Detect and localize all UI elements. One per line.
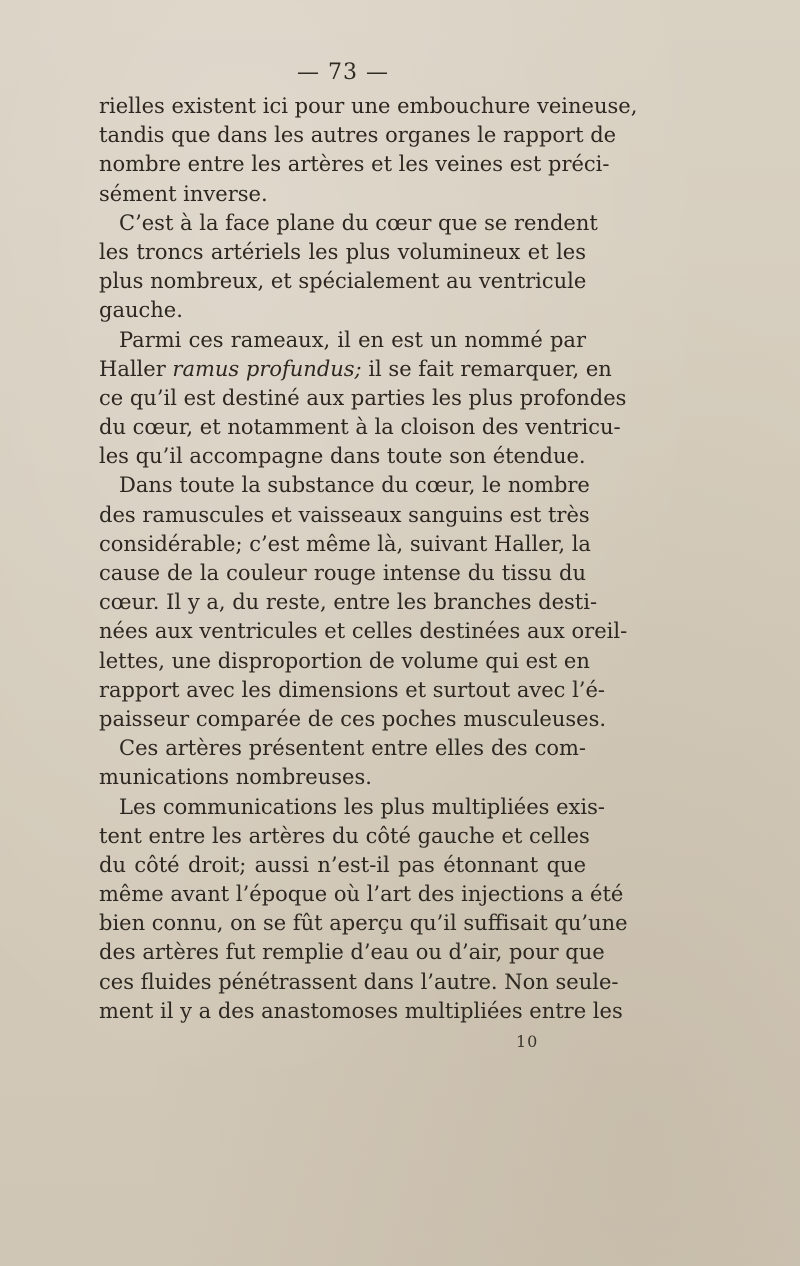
text-line: Ces artères présentent entre elles des com- bbox=[119, 736, 586, 761]
text-segment: il se fait remarquer, en bbox=[361, 356, 612, 381]
text-line: lettes, une disproportion de volume qui est en bbox=[99, 648, 590, 673]
text-line: nombre entre les artères et les veines est préci- bbox=[99, 152, 610, 177]
text-line: cœur. Il y a, du reste, entre les branches desti- bbox=[99, 590, 598, 615]
text-line: sément inverse. bbox=[99, 181, 268, 206]
text-line: nées aux ventricules et celles destinées aux oreil- bbox=[99, 619, 628, 644]
text-line: ce qu’il est destiné aux parties les plus profondes bbox=[99, 385, 627, 410]
text-line: Les communications les plus multipliées exis- bbox=[119, 794, 605, 819]
text-line: tandis que dans les autres organes le rapport de bbox=[99, 123, 617, 148]
text-line: bien connu, on se fût aperçu qu’il suffisait qu’une bbox=[99, 911, 628, 936]
text-line: ment il y a des anastomoses multipliées entre les bbox=[99, 998, 623, 1023]
italic-term: ramus profundus; bbox=[172, 356, 362, 381]
body-text bbox=[99, 92, 638, 1026]
text-line: considérable; c’est même là, suivant Haller, la bbox=[99, 531, 591, 556]
text-segment: Haller bbox=[99, 356, 173, 381]
text-line: plus nombreux, et spécialement au ventricule bbox=[99, 269, 587, 294]
text-line: des artères fut remplie d’eau ou d’air, pour que bbox=[99, 940, 605, 965]
text-line bbox=[99, 355, 612, 384]
signature-mark: 10 bbox=[516, 1032, 539, 1051]
page-number: — 73 — bbox=[297, 60, 389, 85]
text-line: ces fluides pénétrassent dans l’autre. Non seule- bbox=[99, 969, 619, 994]
text-line: paisseur comparée de ces poches musculeuses. bbox=[99, 706, 607, 731]
text-line: du cœur, et notamment à la cloison des ventricu- bbox=[99, 415, 621, 440]
text-line: tent entre les artères du côté gauche et celles bbox=[99, 823, 590, 848]
text-line: cause de la couleur rouge intense du tissu du bbox=[99, 561, 586, 585]
text-line: Parmi ces rameaux, il en est un nommé par bbox=[119, 327, 586, 352]
text-line: les qu’il accompagne dans toute son étendue. bbox=[99, 444, 586, 469]
text-line: même avant l’époque où l’art des injections a été bbox=[99, 882, 624, 907]
text-line: gauche. bbox=[99, 298, 183, 323]
text-line: des ramuscules et vaisseaux sanguins est très bbox=[99, 502, 590, 527]
text-line: rielles existent ici pour une embouchure veineuse, bbox=[99, 94, 638, 118]
text-line: du côté droit; aussi n’est-il pas étonnant que bbox=[99, 852, 586, 877]
text-line: rapport avec les dimensions et surtout avec l’é- bbox=[99, 677, 605, 702]
text-line: munications nombreuses. bbox=[99, 765, 372, 790]
text-line: C’est à la face plane du cœur que se rendent bbox=[119, 210, 598, 235]
text-line: Dans toute la substance du cœur, le nombre bbox=[119, 473, 590, 498]
text-line: les troncs artériels les plus volumineux et les bbox=[99, 239, 586, 264]
